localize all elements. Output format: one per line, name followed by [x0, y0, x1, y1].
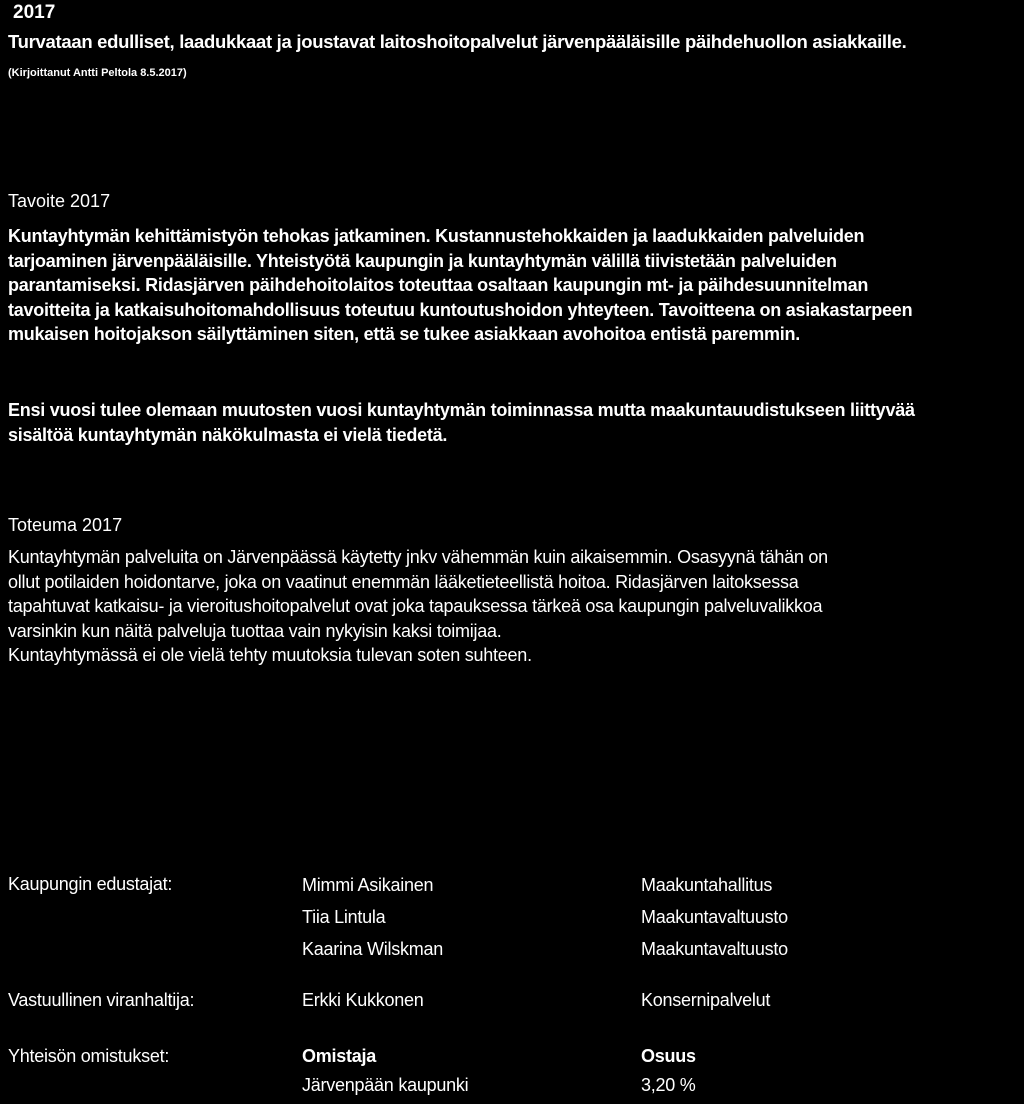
ownership-label: Yhteisön omistukset:: [8, 1046, 170, 1066]
representative-name: Tiia Lintula: [302, 907, 386, 927]
toteuma-heading: Toteuma 2017: [8, 515, 123, 535]
report-year: 2017: [13, 2, 56, 23]
tavoite-extra-paragraph: [8, 398, 1020, 447]
text-line: tarjoaminen järvenpääläisille. Yhteistyötä kaupungin ja kuntayhtymän välillä tiivistetään palveluiden: [8, 250, 837, 271]
text-line: parantamiseksi. Ridasjärven päihdehoitolaitos toteuttaa osaltaan kaupungin mt- ja päihdesuunnitelman: [8, 275, 869, 295]
text-line: Kuntayhtymässä ei ole vielä tehty muutoksia tulevan soten suhteen.: [8, 645, 532, 665]
text-line: sisältöä kuntayhtymän näkökulmasta ei vielä tiedetä.: [8, 424, 448, 445]
representative-role: Maakuntavaltuusto: [641, 907, 788, 927]
text-line: ollut potilaiden hoidontarve, joka on vaatinut enemmän lääketieteellistä hoitoa. Ridasjärven laitoksessa: [8, 571, 799, 592]
author-note: (Kirjoittanut Antti Peltola 8.5.2017): [8, 67, 187, 79]
text-line: Ensi vuosi tulee olemaan muutosten vuosi kuntayhtymän toiminnassa mutta maakuntauudistukseen liittyvää: [8, 400, 915, 420]
text-line: varsinkin kun näitä palveluja tuottaa vain nykyisin kaksi toimijaa.: [8, 620, 502, 641]
representative-name: Kaarina Wilskman: [302, 939, 444, 959]
owner-value: Järvenpään kaupunki: [302, 1075, 469, 1095]
owner-column-header: Omistaja: [302, 1046, 377, 1066]
representatives-roles: [641, 869, 788, 965]
representatives-label: Kaupungin edustajat:: [8, 874, 173, 894]
tavoite-heading: Tavoite 2017: [8, 191, 111, 211]
representative-role: Maakuntahallitus: [641, 875, 773, 895]
text-line: mukaisen hoitojakson säilyttäminen siten, että se tukee asiakkaan avohoitoa entistä paremmin.: [8, 324, 801, 344]
tavoite-paragraph: [8, 224, 1020, 347]
responsible-unit: Konsernipalvelut: [641, 990, 771, 1010]
representatives-names: [302, 869, 443, 965]
responsible-name: Erkki Kukkonen: [302, 990, 424, 1010]
text-line: Kuntayhtymän kehittämistyön tehokas jatkaminen. Kustannustehokkaiden ja laadukkaiden palveluiden: [8, 226, 865, 246]
representative-name: Mimmi Asikainen: [302, 875, 434, 895]
toteuma-paragraph: [8, 545, 1020, 668]
responsible-label: Vastuullinen viranhaltija:: [8, 990, 195, 1010]
text-line: tavoitteita ja katkaisuhoitomahdollisuus toteutuu kuntoutushoidon yhteyteen. Tavoitteena on asiakastarpeen: [8, 299, 913, 320]
share-value: 3,20 %: [641, 1075, 696, 1095]
representative-role: Maakuntavaltuusto: [641, 939, 788, 959]
headline: Turvataan edulliset, laadukkaat ja joustavat laitoshoitopalvelut järvenpääläisille päihdehuollon asiakkaille.: [8, 31, 907, 52]
text-line: Kuntayhtymän palveluita on Järvenpäässä käytetty jnkv vähemmän kuin aikaisemmin. Osasyynä tähän on: [8, 547, 828, 567]
text-line: tapahtuvat katkaisu- ja vieroitushoitopalvelut ovat joka tapauksessa tärkeä osa kaupungin palveluvalikkoa: [8, 596, 823, 616]
share-column-header: Osuus: [641, 1046, 696, 1066]
